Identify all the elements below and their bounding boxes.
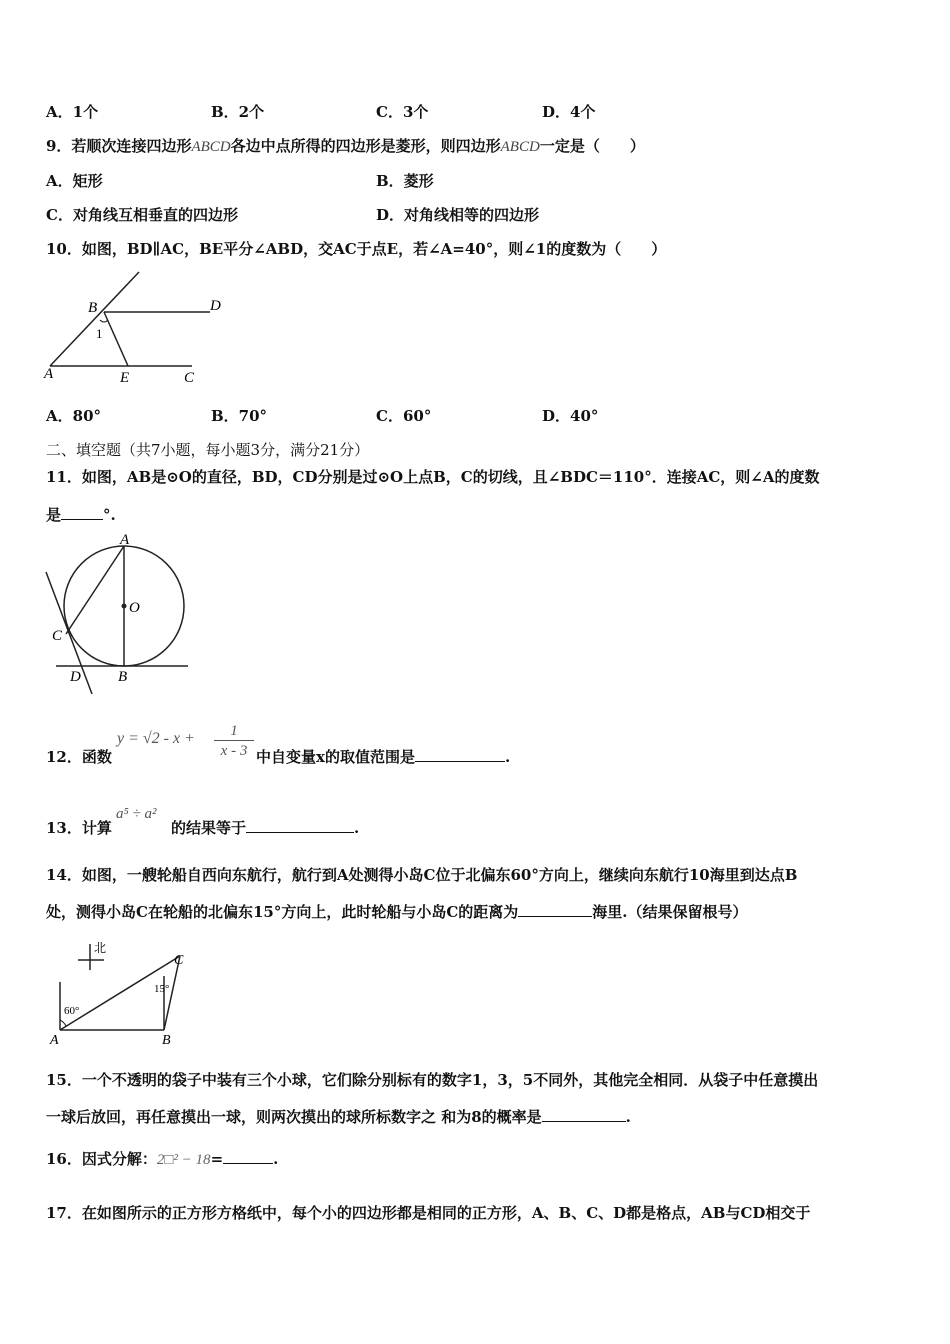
q12-formula-left: y = √2 - x + bbox=[117, 730, 195, 747]
q14-label-c: C bbox=[174, 953, 184, 968]
q11-line1: 11．如图，AB是⊙O的直径，BD，CD分别是过⊙O上点B，C的切线，且∠BDC＝110°．连接AC，则∠A的度数 bbox=[46, 468, 820, 486]
q10-label-d: D bbox=[210, 298, 221, 314]
q11-line2: 是 °. bbox=[46, 506, 116, 524]
q9-option-a: A．矩形 bbox=[46, 172, 103, 190]
q10-figure bbox=[42, 266, 232, 388]
q10-option-a: A．80° bbox=[46, 407, 102, 425]
section-2-heading: 二、填空题（共7小题，每小题3分，满分21分） bbox=[46, 441, 370, 459]
q9-option-c: C．对角线互相垂直的四边形 bbox=[46, 206, 238, 224]
q8-option-a: A．1个 bbox=[46, 103, 99, 121]
q17-line1: 17．在如图所示的正方形方格纸中，每个小的四边形都是相同的正方形，A、B、C、D都是格点，AB与CD相交于 bbox=[46, 1204, 811, 1222]
q12-text: 12．函数 bbox=[46, 748, 112, 766]
q13-post: 的结果等于 . bbox=[171, 819, 360, 837]
q10-option-c: C．60° bbox=[376, 407, 432, 425]
q15-line1: 15．一个不透明的袋子中装有三个小球，它们除分别标有的数字1，3，5不同外，其他完全相同．从袋子中任意摸出 bbox=[46, 1071, 819, 1089]
q14-line1: 14．如图，一艘轮船自西向东航行，航行到A处测得小岛C位于北偏东60°方向上，继续向东航行10海里到达点B bbox=[46, 866, 798, 884]
q16-answer-blank[interactable] bbox=[223, 1149, 273, 1164]
q9-option-b: B．菱形 bbox=[376, 172, 434, 190]
q14-label-a: A bbox=[50, 1033, 59, 1048]
q10-label-b: B bbox=[88, 300, 98, 316]
q10-stem: 10．如图，BD∥AC，BE平分∠ABD，交AC于点E，若∠A=40°，则∠1的度数为（ ） bbox=[46, 240, 667, 258]
q12-answer-blank[interactable] bbox=[415, 747, 505, 762]
q11-label-o: O bbox=[129, 600, 140, 616]
q14-line2: 处，测得小岛C在轮船的北偏东15°方向上，此时轮船与小岛C的距离为 海里.（结果保留根号） bbox=[46, 903, 748, 921]
q14-label-b: B bbox=[162, 1033, 171, 1048]
q16-text: 16．因式分解：2□² − 18= . bbox=[46, 1150, 279, 1168]
q14-label-60: 60° bbox=[64, 1005, 80, 1017]
q10-label-1: 1 bbox=[96, 326, 103, 341]
q9-stem: 9．若顺次连接四边形ABCD各边中点所得的四边形是菱形，则四边形ABCD一定是（ ） bbox=[46, 137, 645, 155]
q12-post: 中自变量x的取值范围是 . bbox=[256, 748, 511, 766]
q11-label-b: B bbox=[118, 669, 128, 685]
q8-option-b: B．2个 bbox=[211, 103, 265, 121]
q13-text: 13．计算 bbox=[46, 819, 112, 837]
q11-figure bbox=[42, 530, 192, 695]
q11-label-d: D bbox=[70, 669, 81, 685]
q11-label-c: C bbox=[52, 628, 63, 644]
q13-formula: a⁵ ÷ a² bbox=[116, 806, 157, 822]
q10-label-e: E bbox=[120, 370, 130, 386]
q13-answer-blank[interactable] bbox=[246, 818, 354, 833]
q10-label-a: A bbox=[44, 366, 54, 382]
q16-formula: 2□² − 18 bbox=[156, 1152, 211, 1168]
q12-fraction: 1 x - 3 bbox=[214, 722, 254, 761]
q11-answer-blank[interactable] bbox=[61, 505, 103, 520]
q10-label-c: C bbox=[184, 370, 195, 386]
q11-label-a: A bbox=[120, 532, 130, 548]
q15-answer-blank[interactable] bbox=[542, 1107, 626, 1122]
q15-line2: 一球后放回，再任意摸出一球，则两次摸出的球所标数字之 和为8的概率是 . bbox=[46, 1108, 631, 1126]
q8-option-d: D．4个 bbox=[542, 103, 596, 121]
q14-figure bbox=[46, 938, 196, 1048]
q14-label-15: 15° bbox=[154, 983, 170, 995]
q9-option-d: D．对角线相等的四边形 bbox=[376, 206, 540, 224]
q8-option-c: C．3个 bbox=[376, 103, 429, 121]
q10-option-b: B．70° bbox=[211, 407, 268, 425]
q10-option-d: D．40° bbox=[542, 407, 599, 425]
q14-north-label: 北 bbox=[94, 941, 107, 955]
q14-answer-blank[interactable] bbox=[518, 902, 592, 917]
